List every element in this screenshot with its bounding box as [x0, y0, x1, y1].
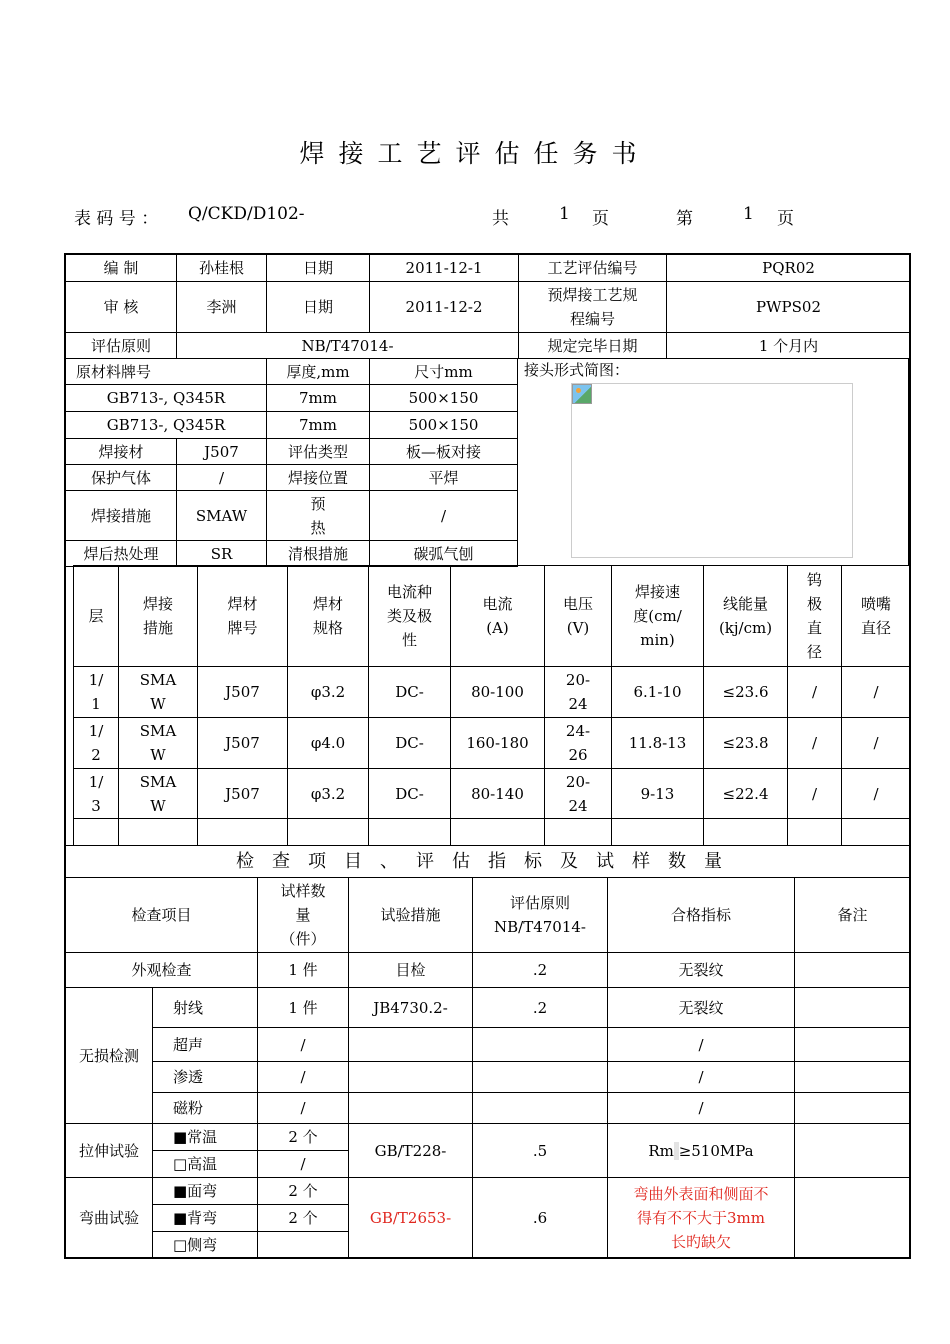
filler-label: 焊接材: [66, 439, 177, 465]
bend-clause: .6: [473, 1178, 608, 1259]
ndt-criteria: /: [608, 1028, 795, 1062]
bend-remark: [795, 1178, 911, 1259]
position: 平焊: [370, 465, 518, 491]
tensile-label: 拉伸试验: [66, 1124, 153, 1178]
pqr-no: PQR02: [667, 255, 911, 282]
ndt-criteria: /: [608, 1062, 795, 1093]
method-label: 焊接措施: [66, 491, 177, 541]
tensile-item: ■常温: [153, 1124, 258, 1151]
col-criteria: 合格指标: [608, 878, 795, 953]
total-label: 共: [492, 209, 509, 229]
params-row: [74, 667, 911, 718]
params-empty-row: [74, 819, 911, 846]
ndt-item: 超声: [153, 1028, 258, 1062]
date2-label: 日期: [267, 282, 370, 333]
params-row: [74, 769, 911, 819]
params-cell: ≤23.8: [704, 718, 788, 769]
params-cell: 1/ 1: [74, 667, 119, 718]
col-method: 试验措施: [349, 878, 473, 953]
params-cell: SMA W: [119, 769, 198, 819]
total-pages: 1: [559, 204, 570, 224]
size-label: 尺寸mm: [370, 359, 518, 385]
bend-method: GB/T2653-: [349, 1178, 473, 1259]
col-item: 检查项目: [66, 878, 258, 953]
ndt-criteria: /: [608, 1093, 795, 1124]
material-grade: GB713-, Q345R: [66, 412, 267, 439]
pwps-label: 预焊接工艺规 程编号: [519, 282, 667, 333]
preheat: /: [370, 491, 518, 541]
thickness-label: 厚度,mm: [267, 359, 370, 385]
params-cell: J507: [198, 718, 288, 769]
params-empty-cell: [842, 819, 911, 846]
pqr-label: 工艺评估编号: [519, 255, 667, 282]
bend-item: □侧弯: [153, 1232, 258, 1259]
params-header-cell: 焊材 规格: [288, 566, 369, 667]
params-header-cell: 层: [74, 566, 119, 667]
current-unit: 页: [777, 209, 794, 229]
params-cell: φ3.2: [288, 667, 369, 718]
preheat-label: 预 热: [267, 491, 370, 541]
tensile-count: /: [258, 1151, 349, 1178]
ndt-clause: [473, 1028, 608, 1062]
filler: J507: [177, 439, 267, 465]
eval-type-label: 评估类型: [267, 439, 370, 465]
col-remark: 备注: [795, 878, 911, 953]
params-header-row: [74, 566, 911, 667]
params-cell: /: [842, 769, 911, 819]
material-table: [65, 358, 518, 567]
params-cell: 20- 24: [545, 667, 612, 718]
params-empty-cell: [545, 819, 612, 846]
gas: /: [177, 465, 267, 491]
position-label: 焊接位置: [267, 465, 370, 491]
params-header-cell: 喷嘴 直径: [842, 566, 911, 667]
params-cell: φ3.2: [288, 769, 369, 819]
ndt-remark: [795, 988, 911, 1028]
ndt-count: /: [258, 1028, 349, 1062]
bend-count: [258, 1232, 349, 1259]
params-empty-cell: [198, 819, 288, 846]
visual-clause: .2: [473, 953, 608, 988]
visual-remark: [795, 953, 911, 988]
eval-type: 板—板对接: [370, 439, 518, 465]
tensile-remark: [795, 1124, 911, 1178]
tensile-item: □高温: [153, 1151, 258, 1178]
date1-label: 日期: [267, 255, 370, 282]
ndt-count: 1 件: [258, 988, 349, 1028]
ndt-item: 磁粉: [153, 1093, 258, 1124]
params-cell: SMA W: [119, 718, 198, 769]
ndt-method: [349, 1028, 473, 1062]
bend-label: 弯曲试验: [66, 1178, 153, 1259]
ndt-method: [349, 1093, 473, 1124]
material-thickness: 7mm: [267, 412, 370, 439]
params-cell: ≤23.6: [704, 667, 788, 718]
pwht-label: 焊后热处理: [66, 541, 177, 567]
params-empty-cell: [788, 819, 842, 846]
params-header-cell: 钨 极 直 径: [788, 566, 842, 667]
ndt-count: /: [258, 1062, 349, 1093]
ndt-remark: [795, 1028, 911, 1062]
params-row: [74, 718, 911, 769]
tensile-criteria: Rm​ ≥510MPa: [608, 1124, 795, 1178]
bend-count: 2 个: [258, 1178, 349, 1205]
tensile-count: 2 个: [258, 1124, 349, 1151]
pwht: SR: [177, 541, 267, 567]
material-size: 500×150: [370, 385, 518, 412]
material-grade: GB713-, Q345R: [66, 385, 267, 412]
reviewed-label: 审 核: [66, 282, 177, 333]
col-standard: 评估原则 NB/T47014-: [473, 878, 608, 953]
backgouge: 碳弧气刨: [370, 541, 518, 567]
visual-count: 1 件: [258, 953, 349, 988]
compiled-by: 孙桂根: [177, 255, 267, 282]
params-cell: DC-: [369, 718, 451, 769]
params-cell: SMA W: [119, 667, 198, 718]
ndt-count: /: [258, 1093, 349, 1124]
bend-criteria: 弯曲外表面和侧面不 得有不不大于3mm 长旳缺欠: [608, 1178, 795, 1259]
params-cell: 1/ 3: [74, 769, 119, 819]
params-cell: ≤22.4: [704, 769, 788, 819]
params-cell: 20- 24: [545, 769, 612, 819]
params-empty-cell: [369, 819, 451, 846]
form-code: Q/CKD/D102-: [188, 204, 305, 224]
params-header-cell: 线能量 (kj/cm): [704, 566, 788, 667]
ndt-clause: [473, 1062, 608, 1093]
form-code-label: 表 码 号 ：: [74, 209, 159, 229]
params-empty-cell: [451, 819, 545, 846]
ndt-item: 射线: [153, 988, 258, 1028]
params-empty-cell: [612, 819, 704, 846]
inspection-section-title: 检查项目、评估指标及试样数量: [66, 846, 911, 878]
backgouge-label: 清根措施: [267, 541, 370, 567]
form-header: [74, 204, 874, 230]
joint-sketch-frame: [571, 383, 853, 558]
gas-label: 保护气体: [66, 465, 177, 491]
params-cell: 24- 26: [545, 718, 612, 769]
pwps-no: PWPS02: [667, 282, 911, 333]
params-cell: DC-: [369, 667, 451, 718]
standard-label: 评估原则: [66, 333, 177, 359]
compiled-label: 编 制: [66, 255, 177, 282]
info-table: [65, 254, 911, 359]
params-header-cell: 焊材 牌号: [198, 566, 288, 667]
params-header-cell: 电流种 类及极 性: [369, 566, 451, 667]
params-cell: 9-13: [612, 769, 704, 819]
params-cell: /: [788, 667, 842, 718]
total-unit: 页: [592, 209, 609, 229]
params-empty-cell: [704, 819, 788, 846]
ndt-criteria: 无裂纹: [608, 988, 795, 1028]
params-cell: /: [788, 769, 842, 819]
params-cell: 80-100: [451, 667, 545, 718]
bend-item: ■背弯: [153, 1205, 258, 1232]
params-cell: /: [842, 667, 911, 718]
date2: 2011-12-2: [370, 282, 519, 333]
tensile-clause: .5: [473, 1124, 608, 1178]
params-header-cell: 电压 (V): [545, 566, 612, 667]
params-header-cell: 电流 (A): [451, 566, 545, 667]
params-cell: /: [842, 718, 911, 769]
material-size: 500×150: [370, 412, 518, 439]
params-empty-cell: [119, 819, 198, 846]
ndt-method: [349, 1062, 473, 1093]
method: SMAW: [177, 491, 267, 541]
reviewed-by: 李洲: [177, 282, 267, 333]
params-cell: J507: [198, 667, 288, 718]
deadline: 1 个月内: [667, 333, 911, 359]
ndt-remark: [795, 1093, 911, 1124]
params-cell: 160-180: [451, 718, 545, 769]
bend-count: 2 个: [258, 1205, 349, 1232]
params-cell: φ4.0: [288, 718, 369, 769]
deadline-label: 规定完毕日期: [519, 333, 667, 359]
ndt-item: 渗透: [153, 1062, 258, 1093]
params-table: [73, 565, 911, 846]
material-grade-label: 原材料牌号: [66, 359, 267, 385]
params-cell: 1/ 2: [74, 718, 119, 769]
params-header-cell: 焊接速 度(cm/ min): [612, 566, 704, 667]
tensile-method: GB/T228-: [349, 1124, 473, 1178]
params-cell: DC-: [369, 769, 451, 819]
params-header-cell: 焊接 措施: [119, 566, 198, 667]
joint-sketch-label: 接头形式简图：: [524, 361, 630, 379]
params-empty-cell: [74, 819, 119, 846]
col-count: 试样数 量 （件）: [258, 878, 349, 953]
bend-item: ■面弯: [153, 1178, 258, 1205]
ndt-clause: [473, 1093, 608, 1124]
visual-item: 外观检查: [66, 953, 258, 988]
current-page: 1: [743, 204, 754, 224]
params-cell: /: [788, 718, 842, 769]
current-label: 第: [676, 209, 693, 229]
inspection-table: [65, 845, 911, 1259]
params-cell: 80-140: [451, 769, 545, 819]
date1: 2011-12-1: [370, 255, 519, 282]
ndt-remark: [795, 1062, 911, 1093]
params-empty-cell: [288, 819, 369, 846]
params-cell: 11.8-13: [612, 718, 704, 769]
params-cell: J507: [198, 769, 288, 819]
ndt-method: JB4730.2-: [349, 988, 473, 1028]
ndt-clause: .2: [473, 988, 608, 1028]
standard: NB/T47014-: [177, 333, 519, 359]
broken-image-icon: [572, 384, 592, 404]
document-title: 焊接工艺评估任务书: [299, 139, 651, 168]
visual-criteria: 无裂纹: [608, 953, 795, 988]
params-cell: 6.1-10: [612, 667, 704, 718]
material-thickness: 7mm: [267, 385, 370, 412]
ndt-label: 无损检测: [66, 988, 153, 1124]
visual-method: 目检: [349, 953, 473, 988]
